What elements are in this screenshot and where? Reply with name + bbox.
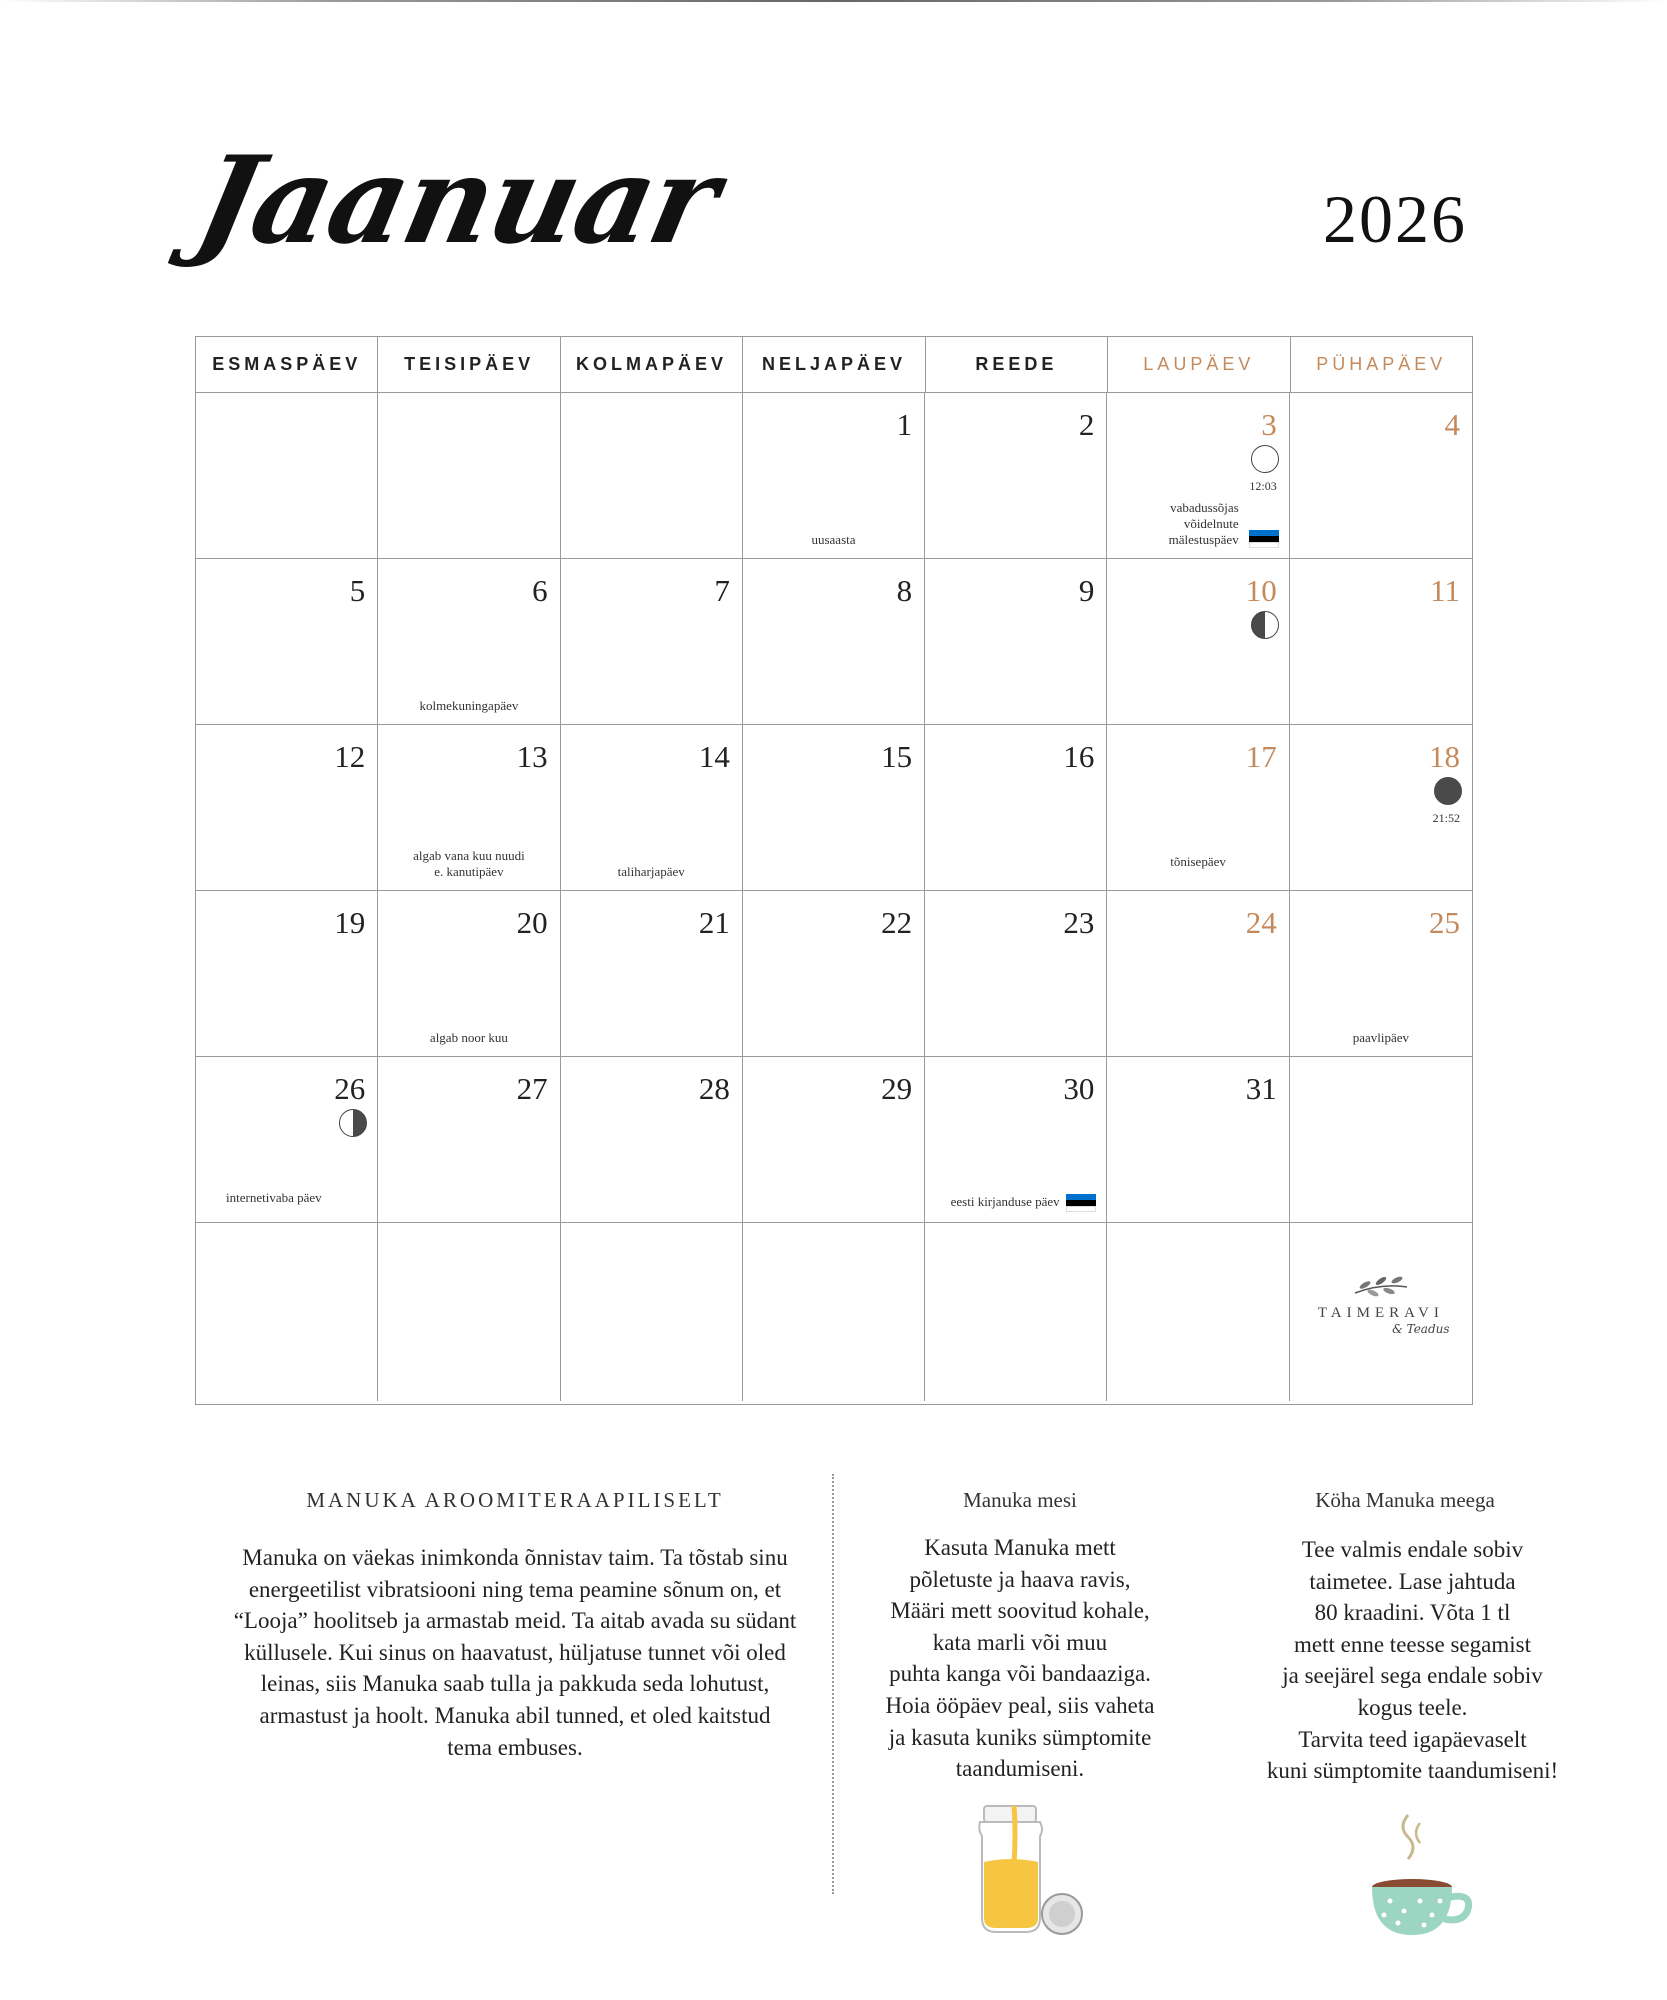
day-cell-19[interactable] (196, 891, 378, 1057)
holiday-note: kolmekuningapäev (419, 698, 519, 713)
weekday-header (196, 337, 1472, 393)
day-cell-31[interactable] (1107, 1057, 1289, 1223)
day-number: 14 (698, 739, 730, 774)
holiday-note: vabadussõjas võidelnute mälestuspäev (1168, 500, 1239, 547)
day-cell-1[interactable] (743, 393, 925, 559)
holiday-note: uusaasta (811, 532, 856, 547)
day-number: 23 (1063, 905, 1095, 940)
weekday-wednesday: KOLMAPÄEV (561, 337, 743, 392)
day-cell-23[interactable] (925, 891, 1107, 1057)
day-cell-9[interactable] (925, 559, 1107, 725)
last-quarter-moon-icon (1251, 611, 1279, 639)
day-cell-29[interactable] (743, 1057, 925, 1223)
day-number: 4 (1444, 407, 1460, 442)
month-title: Jaanuar (185, 130, 729, 271)
day-cell-2[interactable] (925, 393, 1107, 559)
day-number: 22 (881, 905, 913, 940)
full-moon-icon (1251, 445, 1279, 473)
day-cell-empty (196, 1223, 378, 1401)
first-quarter-moon-icon (339, 1109, 367, 1137)
day-number: 29 (881, 1071, 913, 1106)
honey-section-body: Kasuta Manuka mett põletuste ja haava ravis, Määri mett soovitud kohale, kata marli või muu puhta kanga või bandaaziga. Hoia ööpäev peal, siis vaheta ja kasuta kuniks sümptomite taandumiseni. (885, 1535, 1155, 1782)
day-cell-21[interactable] (561, 891, 743, 1057)
day-cell-30[interactable] (925, 1057, 1107, 1223)
day-cell-16[interactable] (925, 725, 1107, 891)
day-cell-empty (1290, 1057, 1472, 1223)
day-cell-empty (1107, 1223, 1289, 1401)
honey-section-title: Manuka mesi (963, 1488, 1077, 1512)
olive-branch-icon (1351, 1273, 1411, 1301)
holiday-note: algab noor kuu (429, 1030, 508, 1045)
day-cell-20[interactable] (378, 891, 560, 1057)
day-cell-27[interactable] (378, 1057, 560, 1223)
day-number: 18 (1429, 739, 1460, 774)
estonian-flag-icon (1249, 530, 1279, 548)
day-number: 1 (896, 407, 913, 442)
section-divider (832, 1474, 834, 1894)
day-number: 16 (1063, 739, 1095, 774)
day-cell-26[interactable] (196, 1057, 378, 1223)
cough-section-title: Köha Manuka meega (1315, 1488, 1495, 1512)
day-number: 10 (1245, 573, 1277, 608)
aroma-section-body: Manuka on väekas inimkonda õnnistav taim. Ta tõstab sinu energeetilist vibratsiooni ning tema peamine sõnum on, et “Looja” hoolitseb ja armastab meid. Ta aitab avada su südant küllusele. Kui sinus on haavatust, hüljatuse tunnet või oled leinas, siis Manuka saab tulla ja pakkuda seda lohutust, armastust ja hoolt. Manuka abil tunned, et oled kaitstud tema embuses. (233, 1545, 797, 1760)
top-border (0, 0, 1667, 2)
day-number: 17 (1245, 739, 1277, 774)
day-number: 7 (714, 573, 730, 608)
day-cell-empty (743, 1223, 925, 1401)
holiday-note: tõnisepäev (1170, 854, 1226, 869)
weekday-tuesday: TEISIPÄEV (378, 337, 560, 392)
holiday-note: eesti kirjanduse päev (950, 1194, 1060, 1209)
day-number: 11 (1430, 573, 1460, 608)
estonian-flag-icon (1066, 1194, 1096, 1212)
logo-subtitle: & Teadus (1392, 1322, 1450, 1336)
day-cell-25[interactable] (1290, 891, 1472, 1057)
day-cell-24[interactable] (1107, 891, 1289, 1057)
day-cell-17[interactable] (1107, 725, 1289, 891)
day-cell-5[interactable] (196, 559, 378, 725)
day-cell-22[interactable] (743, 891, 925, 1057)
day-number: 31 (1245, 1071, 1277, 1106)
day-number: 5 (349, 573, 366, 608)
moon-time: 21:52 (1432, 811, 1460, 825)
day-cell-empty (561, 393, 743, 559)
day-grid (196, 393, 1472, 1401)
day-number: 6 (532, 573, 548, 608)
day-cell-28[interactable] (561, 1057, 743, 1223)
day-cell-8[interactable] (743, 559, 925, 725)
day-cell-4[interactable] (1290, 393, 1472, 559)
year-title: 2026 (1323, 181, 1467, 257)
day-cell-empty (561, 1223, 743, 1401)
day-number: 13 (516, 739, 548, 774)
day-cell-empty (378, 393, 560, 559)
brand-logo (1290, 1273, 1472, 1336)
day-cell-12[interactable] (196, 725, 378, 891)
day-cell-7[interactable] (561, 559, 743, 725)
day-number: 12 (334, 739, 366, 774)
day-number: 21 (698, 905, 730, 940)
day-cell-3[interactable] (1107, 393, 1289, 559)
weekday-saturday: LAUPÄEV (1108, 337, 1290, 392)
day-number: 15 (881, 739, 913, 774)
weekday-sunday: PÜHAPÄEV (1316, 354, 1447, 374)
holiday-note: algab vana kuu nuudi e. kanutipäev (413, 848, 525, 879)
day-cell-13[interactable] (378, 725, 560, 891)
day-number: 19 (334, 905, 366, 940)
holiday-note: paavlipäev (1352, 1030, 1409, 1045)
tea-cup-icon (1368, 1805, 1478, 1945)
logo-name: TAIMERAVI (1317, 1305, 1444, 1321)
day-number: 3 (1261, 407, 1277, 442)
moon-time: 12:03 (1249, 479, 1277, 493)
calendar-grid (195, 336, 1473, 1405)
honey-jar-icon (970, 1800, 1090, 1940)
day-cell-15[interactable] (743, 725, 925, 891)
day-number: 25 (1429, 905, 1460, 940)
day-cell-empty (378, 1223, 560, 1401)
day-cell-6[interactable] (378, 559, 560, 725)
day-cell-18[interactable] (1290, 725, 1472, 891)
weekday-friday: REEDE (926, 337, 1108, 392)
holiday-note: taliharjapäev (617, 864, 685, 879)
day-cell-14[interactable] (561, 725, 743, 891)
day-number: 28 (698, 1071, 730, 1106)
cough-section-body: Tee valmis endale sobiv taimetee. Lase jahtuda 80 kraadini. Võta 1 tl mett enne teesse segamist ja seejärel sega endale sobiv kogus teele. Tarvita teed igapäevaselt kuni sümptomite taandumiseni! (1266, 1537, 1559, 1784)
logo-cell (1290, 1223, 1472, 1401)
day-number: 26 (334, 1071, 366, 1106)
day-number: 9 (1078, 573, 1095, 608)
holiday-note: internetivaba päev (226, 1190, 322, 1205)
weekday-thursday: NELJAPÄEV (743, 337, 925, 392)
day-number: 27 (516, 1071, 548, 1106)
aroma-section-title: MANUKA AROOMITERAAPILISELT (306, 1488, 724, 1512)
day-number: 30 (1063, 1071, 1095, 1106)
day-number: 8 (896, 573, 913, 608)
day-number: 2 (1078, 407, 1095, 442)
day-cell-10[interactable] (1107, 559, 1289, 725)
new-moon-icon (1434, 777, 1462, 805)
weekday-monday: ESMASPÄEV (196, 337, 378, 392)
day-number: 20 (516, 905, 548, 940)
day-number: 24 (1245, 905, 1277, 940)
day-cell-11[interactable] (1290, 559, 1472, 725)
day-cell-empty (196, 393, 378, 559)
day-cell-empty (925, 1223, 1107, 1401)
